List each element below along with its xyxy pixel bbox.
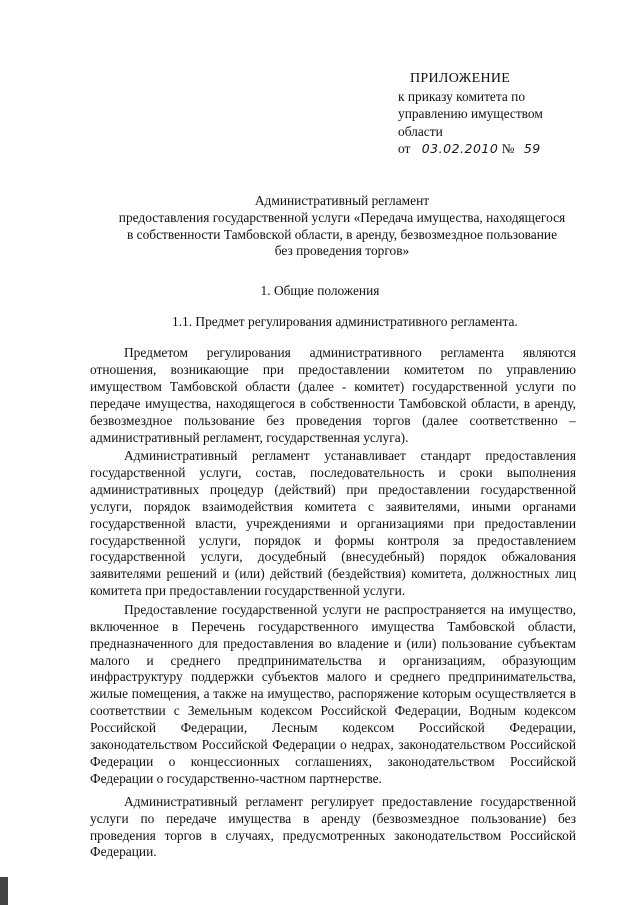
paragraph: Предметом регулирования административного регламента являются отношения, возникающие при предоставлении комитетом по управлению имуществом Тамбовской области (далее - комитет) государственной услуги по передаче имущества, находящегося в собственности Тамбовской области, в аренду, безвозмездное пользование без проведения торгов (далее соответственно – административный регламент, государственная услуга). — [90, 345, 576, 445]
number-label: № — [501, 141, 515, 156]
subsection-heading: 1.1. Предмет регулирования административного регламента. — [172, 314, 518, 329]
appendix-heading: ПРИЛОЖЕНИЕ — [410, 71, 511, 86]
paragraph: Административный регламент регулирует предоставление государственной услуги по передаче имущества в аренду (безвозмездное пользование) без проведения торгов в случаях, предусмотренных законодательством Российской Федерации. — [90, 793, 576, 860]
title-line: в собственности Тамбовской области, в аренду, безвозмездное пользование — [126, 226, 558, 242]
scan-edge-mark — [0, 877, 8, 905]
appendix-line: к приказу комитета по — [398, 88, 526, 104]
appendix-date-row — [398, 140, 543, 158]
appendix-line: управлению имуществом — [398, 106, 543, 121]
date-prefix: от — [398, 141, 411, 156]
paragraph: Административный регламент устанавливает стандарт предоставления государственной услуги, состав, последовательность и сроки выполнения административных процедур (действий) при предоставлении государственной услуги, порядок взаимодействия комитета с заявителями, иными органами государственной власти, учреждениями и организациями при предоставлении государственной услуги, порядок и формы контроля за предоставлением государственной услуги, досудебный (внесудебный) порядок обжалования заявителями решений и (или) действий (бездействия) комитета, должностных лиц комитета при предоставлении государственной услуги. — [90, 448, 576, 599]
appendix-block — [398, 70, 543, 158]
title-line: Административный регламент — [254, 193, 430, 208]
paragraph: Предоставление государственной услуги не распространяется на имущество, включенное в Перечень государственного имущества Тамбовской области, предназначенного для предоставления во владение и (или) пользование субъектам малого и среднего предпринимательства и организациям, образующим инфраструктуру поддержки субъектов малого и среднего предпринимательства, жилые помещения, а также на имущество, распоряжение которым осуществляется в соответствии с Земельным кодексом Российской Федерации, Водным кодексом Российской Федерации, Лесным кодексом Российской Федерации, законодательством Российской Федерации о недрах, законодательством Российской Федерации о концессионных соглашениях, законодательством Российской Федерации о государственно-частном партнерстве. — [90, 601, 576, 786]
title-line: предоставления государственной услуги «Передача имущества, находящегося — [118, 209, 566, 225]
handwritten-number: 59 — [523, 141, 541, 156]
regulation-title — [92, 193, 592, 260]
appendix-line: области — [398, 123, 443, 139]
handwritten-date: 03.02.2010 — [421, 141, 499, 156]
title-line: без проведения торгов» — [274, 243, 410, 259]
section-heading: 1. Общие положения — [260, 283, 380, 298]
body-text — [90, 345, 576, 863]
